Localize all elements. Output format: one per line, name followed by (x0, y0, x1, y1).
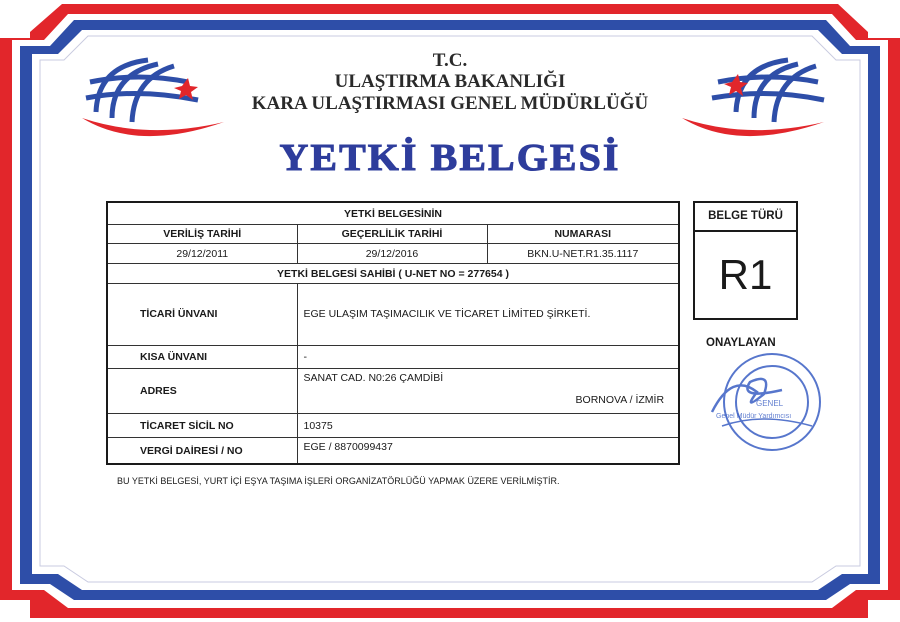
number-value: BKN.U-NET.R1.35.1117 (487, 243, 679, 264)
approved-by-label: ONAYLAYAN (706, 337, 776, 349)
certificate-title: YETKİ BELGESİ (279, 137, 621, 179)
address-label: ADRES (107, 368, 297, 414)
owner-title: YETKİ BELGESİ SAHİBİ ( U-NET NO = 277654 ) (107, 264, 679, 284)
section-title: YETKİ BELGESİNİN (107, 202, 679, 225)
document-type-value: R1 (718, 251, 773, 298)
trade-registry-label: TİCARET SİCİL NO (107, 414, 297, 438)
issue-date-header: VERİLİŞ TARİHİ (107, 225, 297, 243)
stamp-text: GENEL (756, 399, 784, 408)
short-name-label: KISA ÜNVANI (107, 345, 297, 368)
validity-date-value: 29/12/2016 (297, 243, 487, 264)
footnote: BU YETKİ BELGESİ, YURT İÇİ EŞYA TAŞIMA İŞLERİ ORGANİZATÖRLÜĞÜ YAPMAK ÜZERE VERİLMİŞTİR. (117, 476, 560, 486)
address-line1: SANAT CAD. N0:26 ÇAMDİBİ (303, 371, 444, 384)
tax-office-label: VERGİ DAİRESİ / NO (107, 438, 297, 464)
certificate-table (106, 201, 680, 465)
short-name-value: - (297, 345, 679, 368)
trade-name-label: TİCARİ ÜNVANI (107, 284, 297, 346)
validity-date-header: GEÇERLİLİK TARİHİ (297, 225, 487, 243)
tax-office-value: EGE / 8870099437 (297, 438, 679, 464)
trade-registry-value: 10375 (297, 414, 679, 438)
svg-text:Genel Müdür Yardımcısı: Genel Müdür Yardımcısı (716, 413, 792, 420)
header-tc: T.C. (432, 50, 468, 71)
header-directorate: KARA ULAŞTIRMASI GENEL MÜDÜRLÜĞÜ (251, 93, 649, 114)
header-ministry: ULAŞTIRMA BAKANLIĞI (334, 71, 566, 92)
number-header: NUMARASI (487, 225, 679, 243)
document-type-box (693, 201, 798, 320)
official-stamp (702, 342, 832, 457)
address-cell (297, 368, 679, 414)
document-type-label: BELGE TÜRÜ (695, 203, 796, 232)
issue-date-value: 29/12/2011 (107, 243, 297, 264)
address-line2: BORNOVA / İZMİR (575, 393, 665, 406)
trade-name-value: EGE ULAŞIM TAŞIMACILIK VE TİCARET LİMİTED ŞİRKETİ. (297, 284, 679, 346)
